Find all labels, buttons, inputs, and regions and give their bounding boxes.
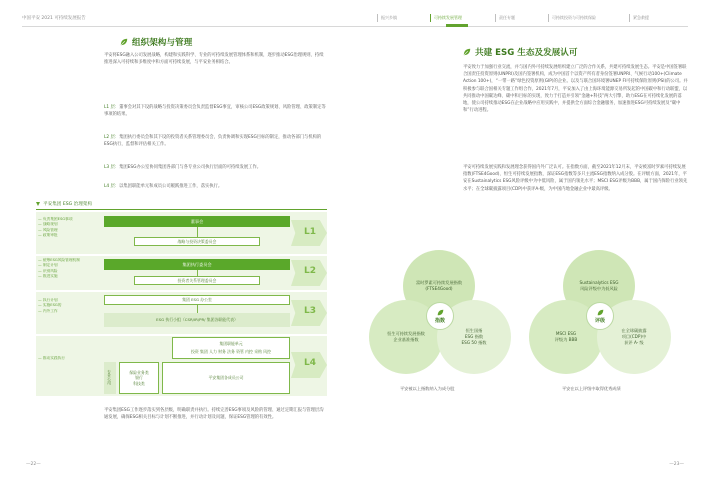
list-item: — 识别风险 (38, 269, 80, 274)
level-label: L3 (304, 306, 316, 316)
band-l3-list (38, 298, 61, 314)
index-hub (426, 302, 454, 330)
ftse4good-circle: 富时罗素可持续发展指数 (FTSE4Good) (403, 250, 475, 322)
leaf-icon (437, 309, 444, 316)
level-label: L1 (304, 227, 316, 237)
top-nav (377, 14, 652, 22)
esg-team-box: ESG 执行小组（CSR/IR/PR/ 集团各职能代表） (104, 313, 290, 327)
nav-item-active[interactable]: 可持续发展管理 (430, 14, 465, 22)
member-companies-box: 平安集团各成员公司 (162, 362, 290, 394)
list-item: — 战略规划 (38, 222, 73, 227)
diagram-title (36, 201, 92, 207)
unit-item: 保险业务类 (129, 369, 149, 375)
level-tag: L4 层： (104, 184, 120, 189)
list-item: — 统筹ESG风险管理机制 (38, 258, 80, 263)
document-title: 中国平安 2021 可持续发展报告 (22, 16, 86, 21)
functions-list: 投资 集团 人力 财务 法务 资管 内控 采购 风控 (191, 349, 271, 354)
units-label-box: 专业公司 (104, 362, 116, 394)
level-label: L2 (304, 266, 316, 276)
section-title: 共建 ESG 生态及发展认可 (475, 48, 578, 58)
hangseng-sustainability-circle: 恒生可持续发展指数 企业基准指数 (369, 300, 443, 374)
unit-item: 银行 (135, 375, 143, 381)
functions-box (172, 337, 290, 359)
connector (197, 227, 198, 237)
section-title: 组织架构与管理 (132, 38, 193, 48)
cdp-circle: 在全球碳披露 项目(CDP)中 获评 A- 级 (597, 300, 671, 374)
level-label: L4 (304, 358, 316, 368)
level-desc: 集团执行委员会和其下设的投资者关系管理委员会，负责协调和实现ESG目标的制定，推动各部门与机构的ESG执行，监督和评估相关工作。 (104, 135, 322, 148)
index-caption: 平安被以上指数纳入为成分股 (400, 386, 455, 391)
leaf-icon (463, 48, 471, 56)
list-item: — 内外工作 (38, 309, 61, 314)
list-item: — 风险管理 (38, 228, 73, 233)
hub-label: 评级 (594, 317, 605, 324)
leaf-icon (597, 309, 604, 316)
level-tag: L3 层： (104, 165, 120, 170)
level-desc: 集团ESG办公室协同集团各部门与各专业公司执行层面的可持续发展工作。 (119, 165, 262, 170)
list-item: — 实施ESG的 (38, 303, 61, 308)
band-l1-list (38, 217, 73, 239)
intro-paragraph: 平安将ESG融入公司发展战略，构建和实践科学、专业的可持续发展管理体系和机制，逐步推动ESG治理规则、持续推进深入可持续和多维度中和方面可持续发展，与平安业务相结合。 (104, 53, 324, 66)
band-l4-list (38, 356, 65, 361)
recognition-paragraph: 平安可持续发展实践和发展理念获得国内外广泛认可。在指数方面，截至2021年12月末，平安被富时罗素可持续发展指数(FTSE4Good)、恒生可持续发展指数、深证ESG指数等多只主流ESG指数纳入成分股。在评级方面，2021年，平安在Sustainalytics ESG风险评级中为中低风险，属于国内领先水平；MSCI ESG评级为BBB，属于国内保险行业领先水平；在全球碳披露项目(CDP)中获评A-级，为中国内地金融企业中最高评级。 (463, 165, 688, 192)
list-item: — 执行计划 (38, 298, 61, 303)
msci-circle: MSCI ESG 评级为 BBB (529, 300, 603, 374)
nav-item[interactable]: 振兴乡镇 (377, 14, 400, 22)
band-l2-list (38, 258, 80, 280)
functions-title: 集团职能单元 (219, 341, 243, 346)
unit-item: 科技类 (133, 380, 145, 386)
exec-committee-box: 集团执行委员会 (104, 259, 290, 270)
leaf-icon (120, 38, 128, 46)
ir-committee-box: 投资者关系管理委员会 (134, 276, 260, 285)
list-item: — 政策审批 (38, 233, 73, 238)
list-item: — 推进实施 (38, 274, 80, 279)
page-number: —23— (669, 462, 684, 467)
ecosystem-paragraph: 平安致力于加强行业交流，并与国内外可持续发展组织建立广泛的合作关系，共建可持续发展生态。平安是中国签署联合国责任投资原则(UNPRI)及国内签署机构，成为中国首个以资产所有者身份签署UNPRI、气候行动100+(Climate Action 100+)，“一带一路”绿色投资原则(GIP)的企业。以及与联合国环境署UNEP FI可持续保险原则(PSI)的公司。并积极参与联合国相关专题工作组合作，2021年7月，平安加入了由上海环境能源交易所发起的中国碳中和行动联盟，以共同推动中国碳达峰、碳中和目标的实现，致力于打造并引领“金融+科技”两大引擎，助力ESG在可持续化发展的落地，使公司持续推动ESG在企业战略中应用实践中，并提供全方面综合金融服务，加速推进ESG可持续发展及“碳中和”行动进程。 (463, 65, 688, 114)
header-rule (355, 26, 688, 27)
level-desc: 董事会对其下设的战略与投资决策委员会负责监督ESG事宜，审核公司ESG政策规划、风险管理、政策制定等事项的结果。 (104, 105, 326, 118)
level-l1-text (104, 104, 326, 118)
rating-caption: 平安在以上评级中取得优秀成绩 (562, 386, 621, 391)
board-box: 董事会 (104, 216, 290, 227)
level-l2-text (104, 134, 326, 148)
list-item: — 负责集团ESG事项 (38, 217, 73, 222)
level-l4-text (104, 183, 326, 190)
strategy-committee-box: 战略与投资决策委员会 (134, 237, 260, 246)
right-page (355, 0, 710, 481)
header-rule (22, 26, 355, 27)
sustainalytics-circle: Sustainalytics ESG 风险评级中为低风险 (563, 250, 635, 322)
units-box (119, 362, 159, 394)
section-heading-ecosystem (463, 46, 577, 58)
level-tag: L2 层： (104, 135, 120, 140)
diagram-title-text: 平安集团 ESG 治理架构 (43, 202, 93, 207)
closing-paragraph: 平安集团ESG工作逐步落实到各层级，明确职责并执行。持续完善ESG事项及风险的管理、通过定期汇报与管理层沟通发展，确保ESG相关目标与计划不断推进，并行动计划及问题，保证ESG管理的有效性。 (104, 408, 324, 421)
page-number: —22— (26, 462, 41, 467)
diagram-rule (36, 209, 327, 210)
level-tag: L1 层： (104, 105, 120, 110)
esg-office-box: 集团 ESG 办公室 (104, 295, 290, 305)
rating-hub (586, 302, 614, 330)
triangle-icon (36, 202, 40, 206)
hub-label: 指数 (434, 317, 445, 324)
nav-item[interactable]: 责任专题 (495, 14, 518, 22)
list-item: — 制定计划 (38, 263, 80, 268)
connector (197, 305, 198, 313)
nav-item[interactable]: 紧急救援 (629, 14, 652, 22)
nav-active-mark (446, 24, 468, 27)
section-heading-governance (120, 36, 192, 48)
list-item: — 推动实践执行 (38, 356, 65, 361)
nav-item[interactable]: 可持续投资与可持续保险 (548, 14, 599, 22)
level-l3-text (104, 164, 326, 171)
hangseng-esg-circle: 恒生国指 ESG 指数 ESG 50 指数 (437, 300, 511, 374)
level-desc: 以集团职能单元和成员公司履践推进工作，落实执行。 (119, 184, 223, 189)
